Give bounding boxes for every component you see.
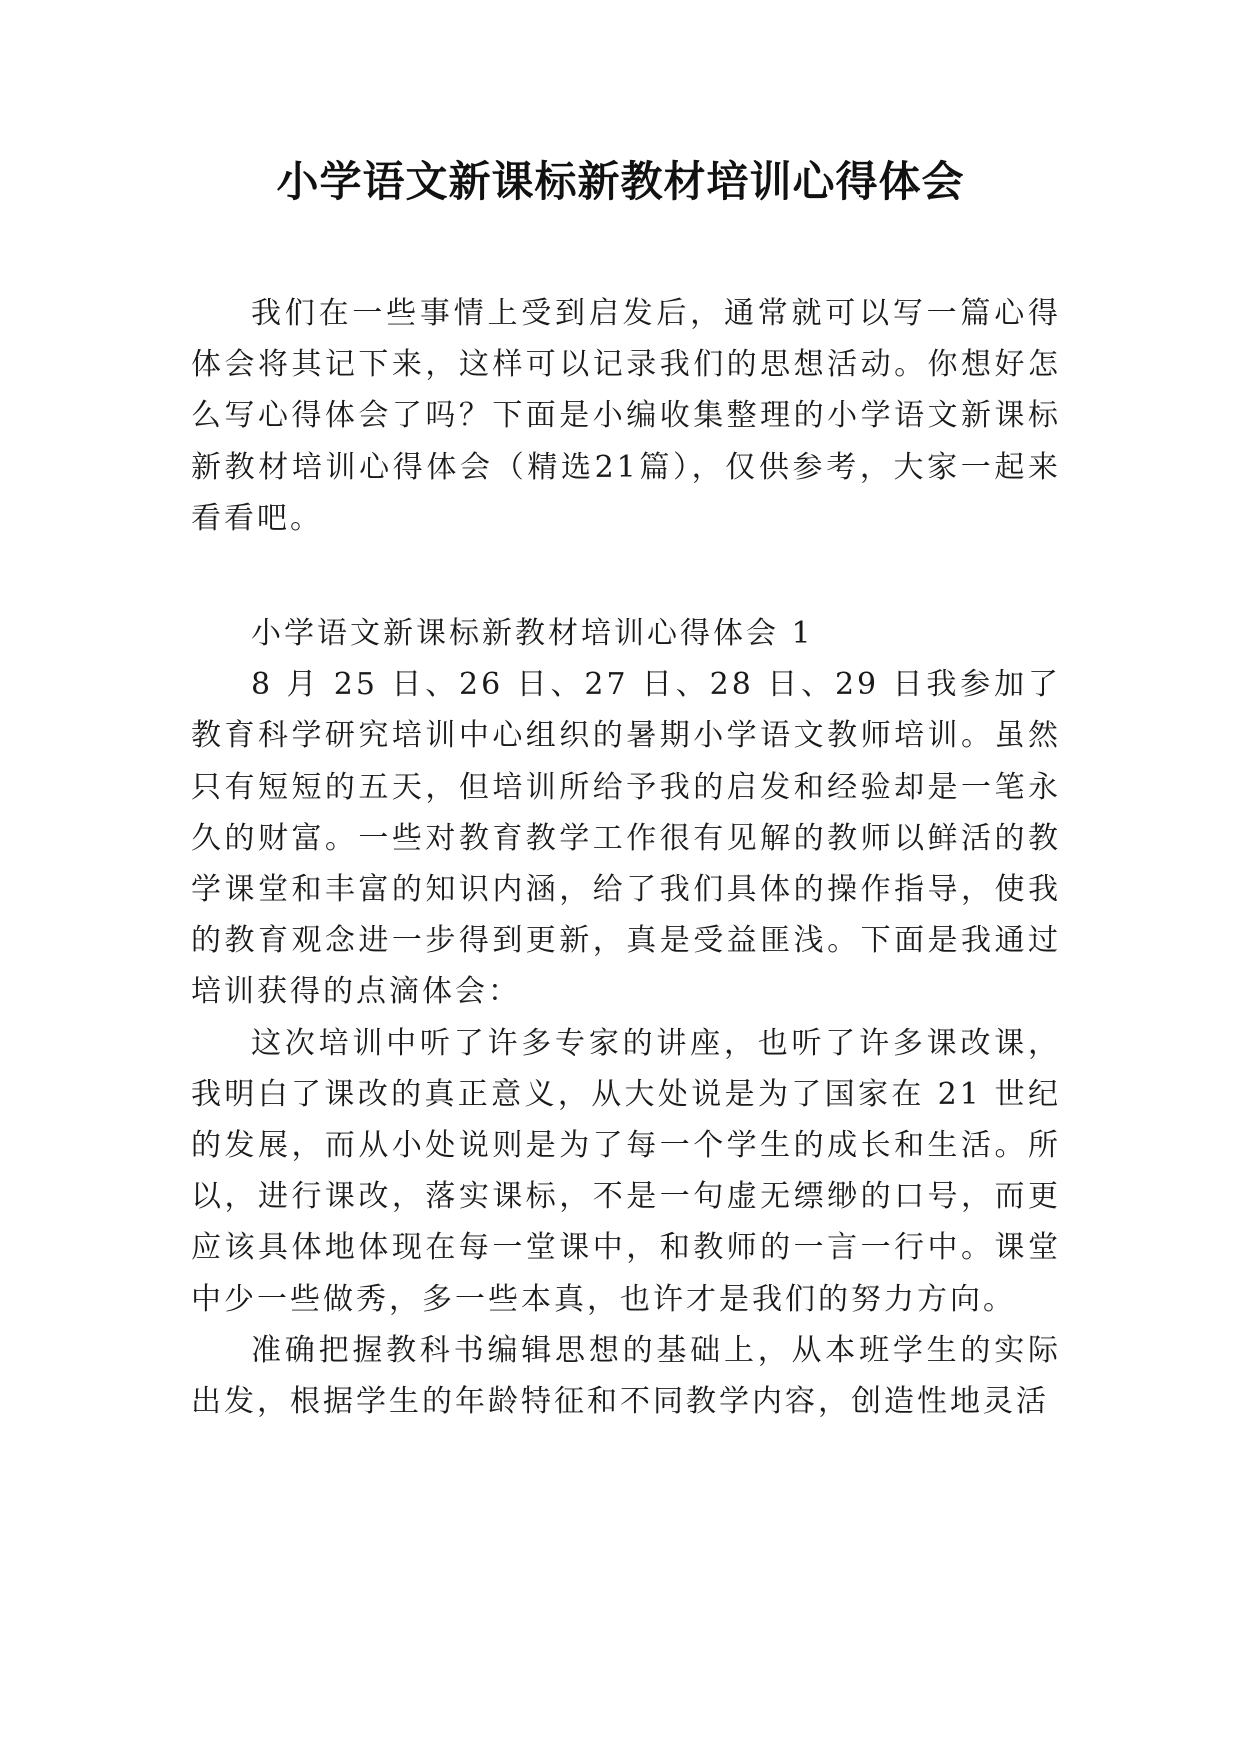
body-paragraph: 这次培训中听了许多专家的讲座，也听了许多课改课，我明白了课改的真正意义，从大处说是为了国家在 21 世纪的发展，而从小处说则是为了每一个学生的成长和生活。所以，进行课改，落实课标，不是一句虚无缥缈的口号，而更应该具体地体现在每一堂课中，和教师的一言一行中。课堂中少一些做秀，多一些本真，也许才是我们的努力方向。 [191,1025,1061,1317]
document-title: 小学语文新课标新教材培训心得体会 [276,157,965,206]
document-body [191,288,1061,1427]
section-heading: 小学语文新课标新教材培训心得体会 1 [251,616,814,652]
intro-paragraph: 我们在一些事情上受到启发后，通常就可以写一篇心得体会将其记下来，这样可以记录我们的思想活动。你想好怎么写心得体会了吗？下面是小编收集整理的小学语文新课标新教材培训心得体会（精选21篇），仅供参考，大家一起来看看吧。 [191,296,1061,536]
body-paragraph: 准确把握教科书编辑思想的基础上，从本班学生的实际出发，根据学生的年龄特征和不同教学内容，创造性地灵活 [191,1332,1061,1420]
paragraph-spacer [191,544,1061,608]
body-paragraph: 8 月 25 日、26 日、27 日、28 日、29 日我参加了教育科学研究培训中心组织的暑期小学语文教师培训。虽然只有短短的五天，但培训所给予我的启发和经验却是一笔永久的财富。一些对教育教学工作很有见解的教师以鲜活的教学课堂和丰富的知识内涵，给了我们具体的操作指导，使我的教育观念进一步得到更新，真是受益匪浅。下面是我通过培训获得的点滴体会： [191,667,1061,1010]
